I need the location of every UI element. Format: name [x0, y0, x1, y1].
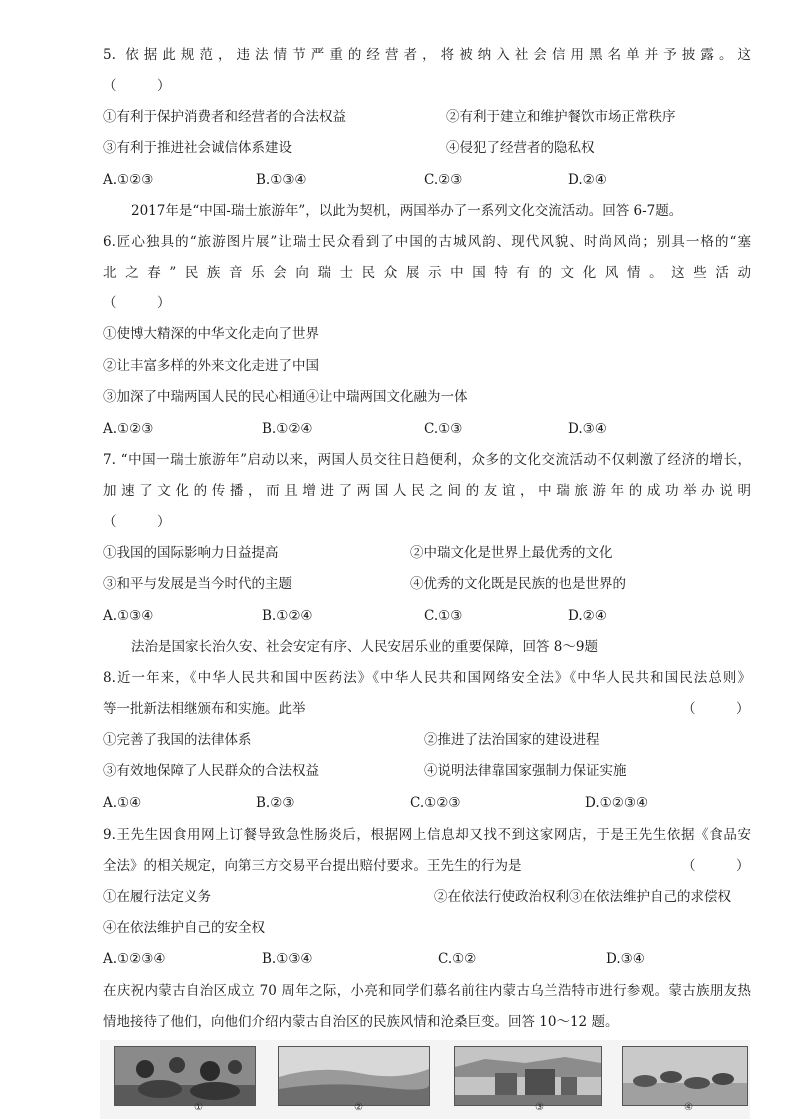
intro-6-7: 2017年是“中国-瑞士旅游年”，以此为契机，两国举办了一系列文化交流活动。回答 6-7题。: [131, 203, 683, 219]
q5-option-4: ④侵犯了经营者的隐私权: [446, 140, 595, 156]
q6-choice-d: D.③④: [568, 421, 607, 437]
q9-stem-line1: 9.王先生因食用网上订餐导致急性肠炎后，根据网上信息却又找不到这家网店，于是王先生依据《食品安: [103, 827, 751, 843]
photo-1-horsemen: [114, 1046, 256, 1106]
q6-option-2: ②让丰富多样的外来文化走进了中国: [103, 358, 319, 374]
photo-3-city: [454, 1046, 602, 1106]
q6-choice-b: B.①②④: [262, 421, 313, 437]
photo-4-caption: ④: [684, 1102, 693, 1113]
q7-answer-paren: （ ）: [103, 514, 171, 530]
q7-choice-d: D.②④: [568, 608, 607, 624]
q9-option-1: ①在履行法定义务: [103, 889, 211, 905]
q7-option-1: ①我国的国际影响力日益提高: [103, 545, 279, 561]
q6-choice-a: A.①②③: [103, 421, 154, 437]
q7-stem-line2: 加速了文化的传播，而且增进了两国人民之间的友谊，中瑞旅游年的成功举办说明: [103, 483, 751, 499]
intro-10-12-line2: 情地接待了他们，向他们介绍内蒙古自治区的民族风情和沧桑巨变。回答 10～12 题。: [103, 1014, 619, 1030]
q8-option-3: ③有效地保障了人民群众的合法权益: [103, 763, 319, 779]
q8-stem-line2: 等一批新法相继颁布和实施。此举: [103, 701, 306, 717]
q7-choice-c: C.①③: [424, 608, 463, 624]
q6-stem-line2: 北之春”民族音乐会向瑞士民众展示中国特有的文化风情。这些活动: [103, 265, 751, 281]
intro-8-9: 法治是国家长治久安、社会安定有序、人民安居乐业的重要保障，回答 8～9题: [131, 639, 598, 655]
q7-option-2: ②中瑞文化是世界上最优秀的文化: [410, 545, 613, 561]
q9-choice-d: D.③④: [606, 951, 645, 967]
q6-choice-c: C.①③: [424, 421, 463, 437]
q5-choice-c: C.②③: [424, 172, 463, 188]
q9-choice-a: A.①②③④: [103, 951, 166, 967]
photo-1-caption: ①: [194, 1102, 203, 1113]
q9-answer-paren: （ ）: [682, 858, 750, 874]
q8-choice-c: C.①②③: [410, 795, 461, 811]
q7-choice-b: B.①②④: [262, 608, 313, 624]
q8-stem-line1: 8.近一年来，《中华人民共和国中医药法》《中华人民共和国网络安全法》《中华人民共和国民法总则》: [103, 670, 751, 686]
q7-option-4: ④优秀的文化既是民族的也是世界的: [410, 576, 626, 592]
q5-choice-b: B.①③④: [256, 172, 307, 188]
q8-answer-paren: （ ）: [682, 701, 750, 717]
q8-choice-a: A.①④: [103, 795, 142, 811]
q5-choice-a: A.①②③: [103, 172, 154, 188]
q5-option-3: ③有利于推进社会诚信体系建设: [103, 140, 292, 156]
q9-stem-line2: 全法》的相关规定，向第三方交易平台提出赔付要求。王先生的行为是: [103, 858, 522, 874]
q6-stem-line1: 6.匠心独具的“旅游图片展”让瑞士民众看到了中国的古城风韵、现代风貌、时尚风尚；别具一格的“塞: [103, 234, 751, 250]
photo-4-horses: [622, 1046, 748, 1106]
q7-stem-line1: 7. “中国一瑞士旅游年”启动以来，两国人员交往日趋便利，众多的文化交流活动不仅刺激了经济的增长，: [103, 452, 751, 468]
photo-3-caption: ③: [535, 1102, 544, 1113]
q5-stem: 5. 依据此规范，违法情节严重的经营者，将被纳入社会信用黑名单并予披露。这: [103, 47, 751, 63]
q8-choice-b: B.②③: [256, 795, 295, 811]
q6-option-3-4: ③加深了中瑞两国人民的民心相通④让中瑞两国文化融为一体: [103, 389, 468, 405]
q7-choice-a: A.①③④: [103, 608, 154, 624]
q9-option-4: ④在依法维护自己的安全权: [103, 920, 265, 936]
q8-choice-d: D.①②③④: [585, 795, 649, 811]
q6-option-1: ①使博大精深的中华文化走向了世界: [103, 326, 319, 342]
q8-option-2: ②推进了法治国家的建设进程: [424, 732, 600, 748]
q7-option-3: ③和平与发展是当今时代的主题: [103, 576, 292, 592]
q9-choice-c: C.①②: [438, 951, 477, 967]
intro-10-12-line1: 在庆祝内蒙古自治区成立 70 周年之际，小亮和同学们慕名前往内蒙古乌兰浩特市进行参观。蒙古族朋友热: [103, 983, 751, 999]
q8-option-1: ①完善了我国的法律体系: [103, 732, 252, 748]
q9-choice-b: B.①③④: [262, 951, 313, 967]
q9-option-2-3: ②在依法行使政治权利③在依法维护自己的求偿权: [434, 889, 731, 905]
photo-2-caption: ②: [354, 1102, 363, 1113]
photo-2-grassland: [278, 1046, 430, 1106]
q5-option-1: ①有利于保护消费者和经营者的合法权益: [103, 109, 346, 125]
q5-option-2: ②有利于建立和维护餐饮市场正常秩序: [446, 109, 676, 125]
q8-option-4: ④说明法律靠国家强制力保证实施: [424, 763, 627, 779]
q5-answer-paren: （ ）: [103, 78, 171, 94]
q6-answer-paren: （ ）: [103, 295, 171, 311]
q5-choice-d: D.②④: [568, 172, 607, 188]
